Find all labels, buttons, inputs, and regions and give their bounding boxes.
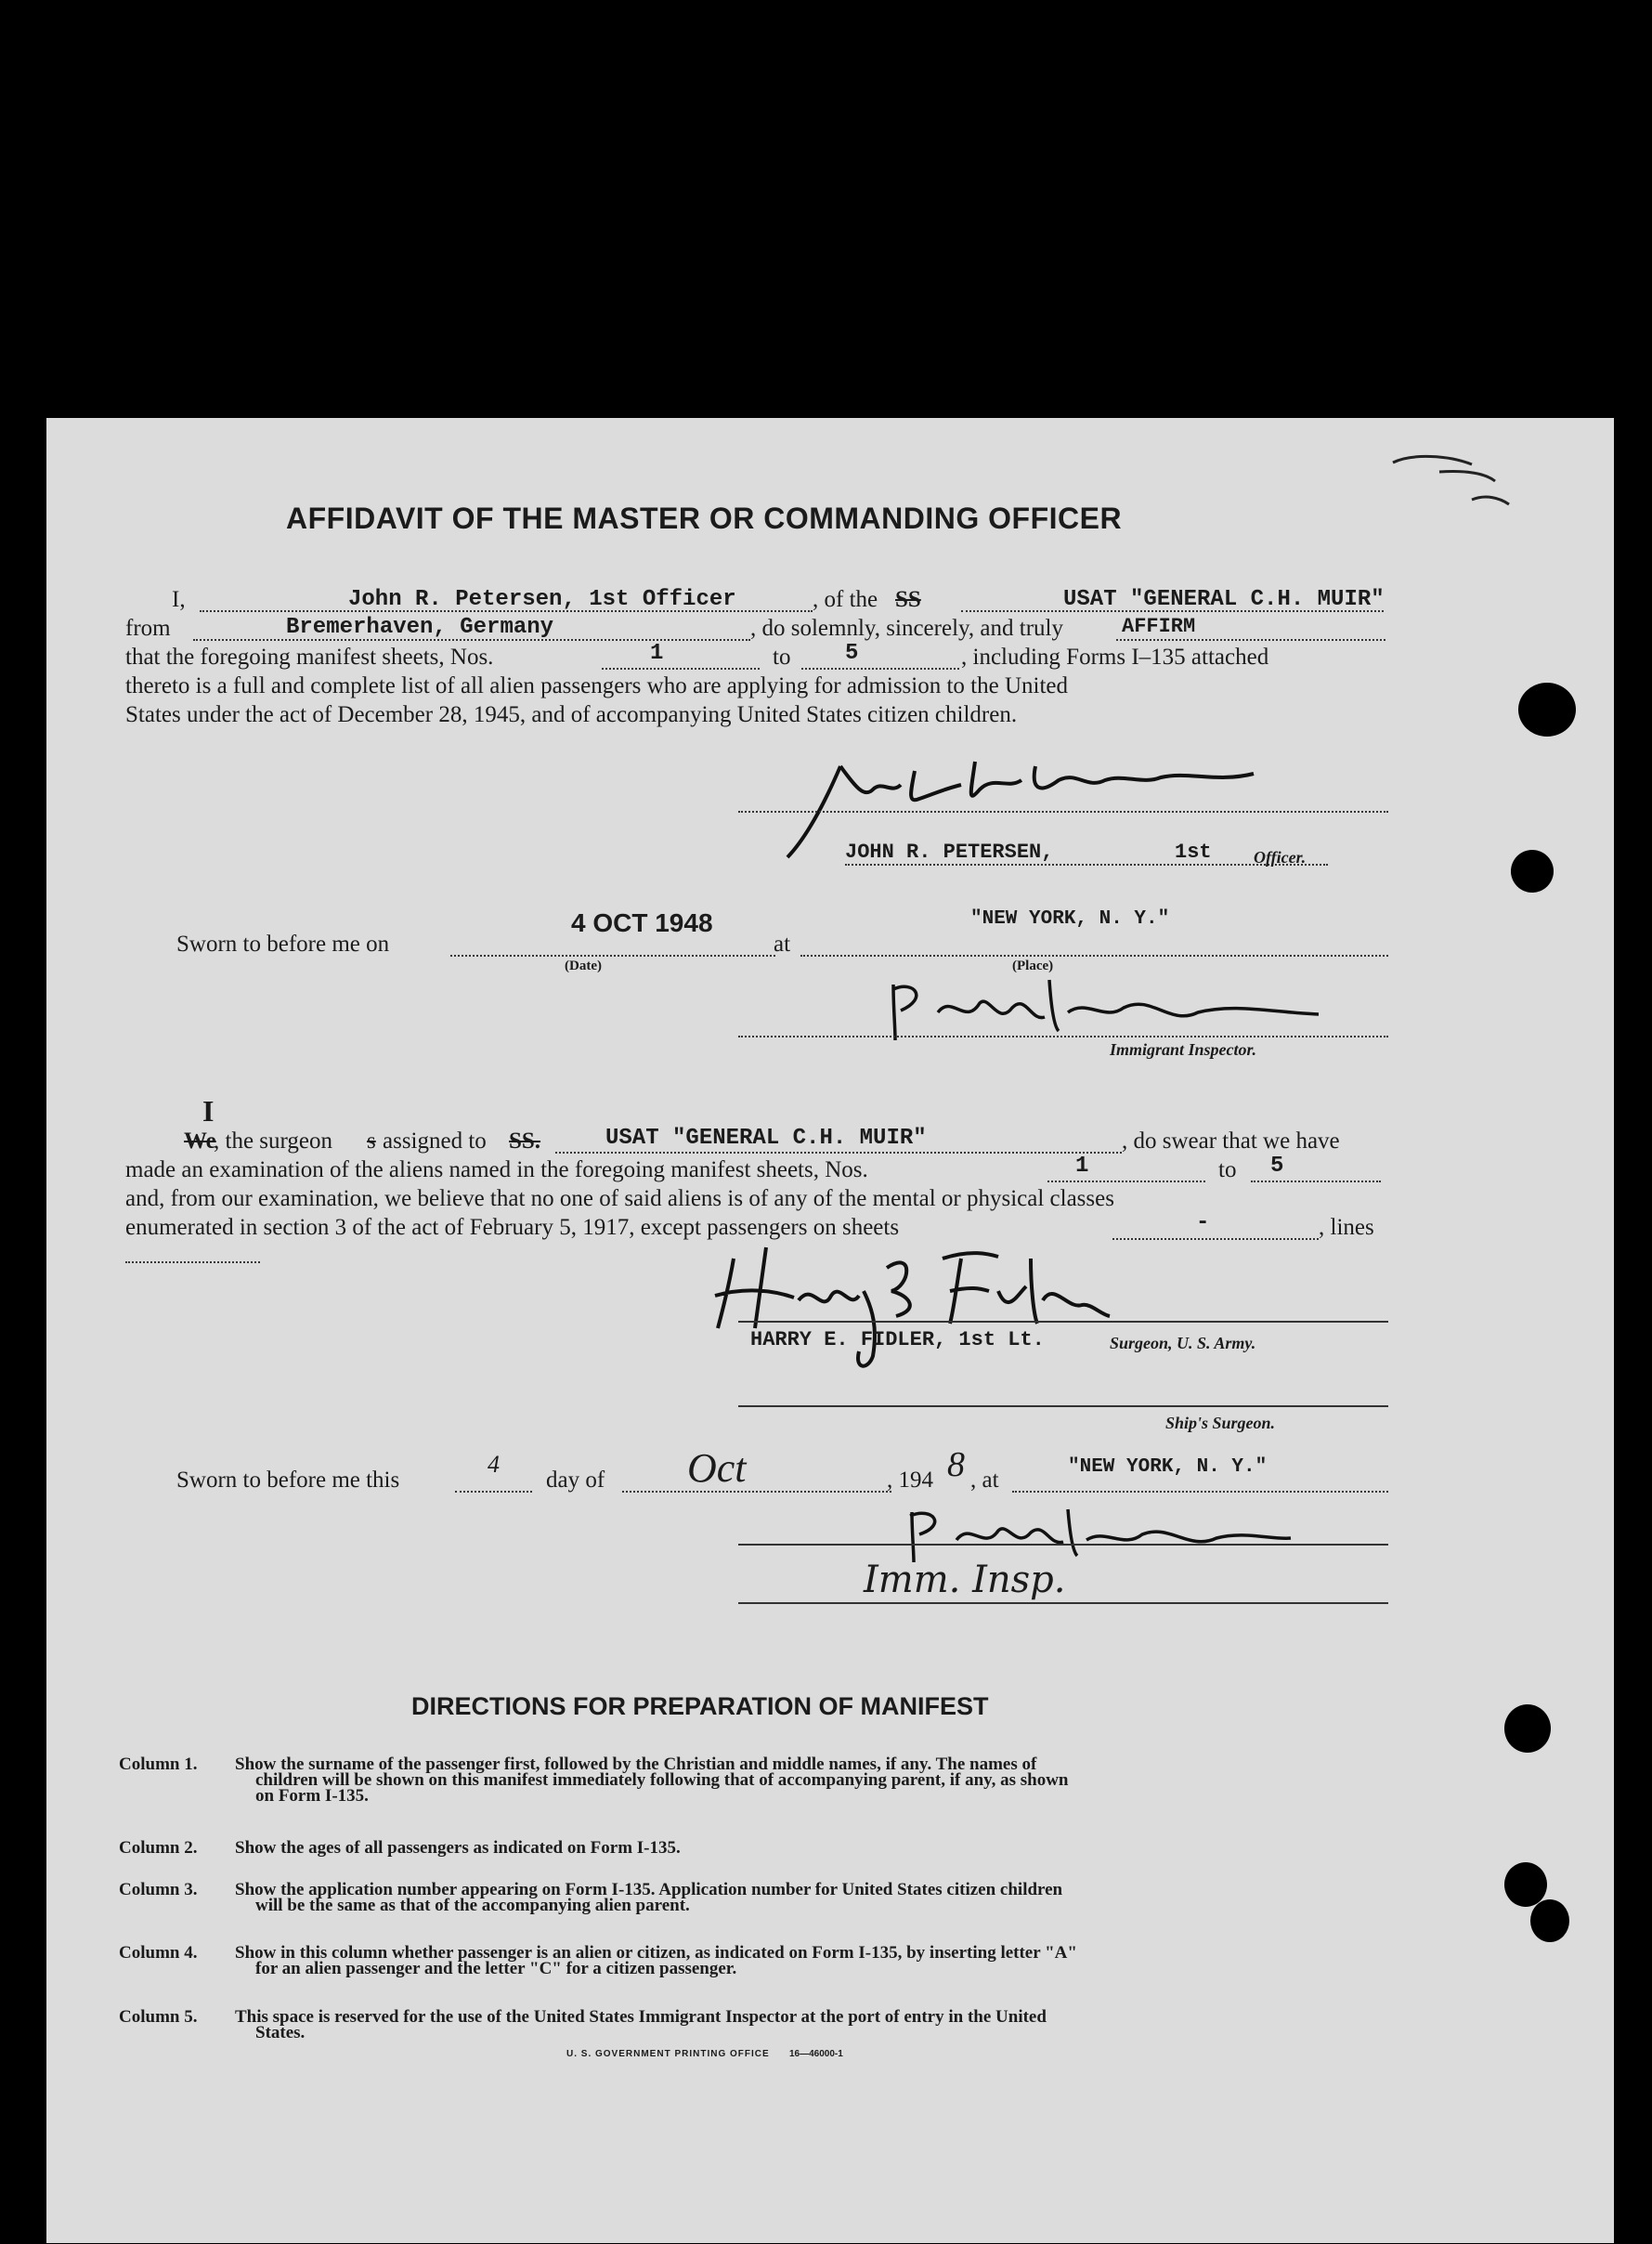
inspector-caption: Immigrant Inspector. <box>1110 1040 1257 1059</box>
surgeon-s-struck: s <box>367 1129 376 1154</box>
from-label: from <box>125 616 171 641</box>
affidavit-line3: thereto is a full and complete list of all alien passengers who are applying for admission to the United <box>125 673 1069 698</box>
surgeon-ss-struck: SS. <box>509 1129 541 1154</box>
direction-text-line: Show in this column whether passenger is an alien or citizen, as indicated on Form I-135, by inserting letter "A" <box>235 1943 1077 1963</box>
direction-text-line: Show the ages of all passengers as indicated on Form I-135. <box>235 1838 681 1858</box>
date-line <box>450 955 775 957</box>
year-digit: 8 <box>947 1445 965 1484</box>
sworn2-month: Oct <box>687 1445 747 1491</box>
foregoing-text: that the foregoing manifest sheets, Nos. <box>125 645 494 670</box>
surgeon-sheet-from-line <box>1047 1181 1205 1182</box>
vessel-name: USAT "GENERAL C.H. MUIR" <box>1063 587 1385 612</box>
surgeon-signature-line <box>738 1321 1388 1323</box>
ss-struck: SS <box>895 587 921 612</box>
place-line <box>800 955 1388 957</box>
affirm-word: AFFIRM <box>1122 615 1196 638</box>
sworn2-day: 4 <box>488 1451 500 1478</box>
solemnly-text: , do solemnly, sincerely, and truly <box>750 616 1063 641</box>
direction-text-line: children will be shown on this manifest immediately following that of accompanying parent, if any, as shown <box>255 1770 1069 1790</box>
surgeon-sheet-from: 1 <box>1075 1154 1089 1179</box>
affidavit-i: I, <box>172 587 186 612</box>
lines-label: , lines <box>1319 1215 1374 1240</box>
year-prefix: , 194 <box>887 1468 933 1493</box>
date-caption: (Date) <box>565 959 602 973</box>
we-struck: We <box>184 1129 216 1154</box>
inspector-line-3 <box>738 1602 1388 1604</box>
punch-hole <box>1511 850 1554 893</box>
surgeon-text2: assigned to <box>383 1129 487 1154</box>
surgeon-swear: , do swear that we have <box>1122 1129 1340 1154</box>
sworn1-label: Sworn to before me on <box>176 932 390 957</box>
direction-text-line: for an alien passenger and the letter "C" for a citizen passenger. <box>255 1959 737 1978</box>
directions-title: DIRECTIONS FOR PREPARATION OF MANIFEST <box>411 1692 989 1720</box>
affidavit-line4: States under the act of December 28, 1945, and of accompanying United States citizen children. <box>125 702 1018 727</box>
surgeon-to: to <box>1218 1157 1237 1182</box>
inspector-line-1 <box>738 1036 1388 1037</box>
lines-value-line <box>125 1261 260 1263</box>
manifest-affidavit-page <box>46 418 1614 2243</box>
sheets-value: - <box>1196 1210 1210 1235</box>
direction-text-line: on Form I-135. <box>255 1786 369 1806</box>
surgeon-line2: made an examination of the aliens named in the foregoing manifest sheets, Nos. <box>125 1157 868 1182</box>
officer-name: John R. Petersen, 1st Officer <box>348 587 736 612</box>
to-label: to <box>773 645 791 670</box>
sworn2-place-line <box>1012 1491 1388 1493</box>
direction-text-line: States. <box>255 2023 306 2042</box>
footer-code: 16—46000-1 <box>789 2049 843 2059</box>
of-the-label: , of the <box>813 587 878 612</box>
sworn2-label: Sworn to before me this <box>176 1468 400 1493</box>
sworn1-date-stamp: 4 OCT 1948 <box>571 908 713 937</box>
sheet-to: 5 <box>845 641 859 666</box>
corner-mark <box>1384 453 1523 509</box>
sheet-from-line <box>602 668 760 670</box>
surgeon-signature <box>710 1240 1119 1379</box>
affirm-line <box>1116 639 1385 641</box>
sworn1-place: "NEW YORK, N. Y." <box>970 908 1170 930</box>
direction-text-line: Show the surname of the passenger first, followed by the Christian and middle names, if any. The names of <box>235 1755 1037 1774</box>
direction-column-label: Column 3. <box>119 1880 198 1899</box>
direction-column-label: Column 4. <box>119 1943 198 1963</box>
sworn2-at: , at <box>970 1468 999 1493</box>
sheets-line <box>1112 1238 1319 1240</box>
direction-column-label: Column 2. <box>119 1838 198 1858</box>
place-caption: (Place) <box>1012 959 1054 973</box>
master-rank: 1st <box>1175 841 1212 864</box>
sheet-from: 1 <box>650 641 664 666</box>
punch-hole <box>1518 683 1576 737</box>
sworn2-place: "NEW YORK, N. Y." <box>1068 1456 1268 1478</box>
including-text: , including Forms I–135 attached <box>961 645 1269 670</box>
surgeon-role: Surgeon, U. S. Army. <box>1110 1334 1256 1352</box>
inspector-line-2 <box>738 1544 1388 1546</box>
direction-column-label: Column 5. <box>119 2007 198 2027</box>
surgeon-typed-name: HARRY E. FIDLER, 1st Lt. <box>750 1328 1045 1351</box>
punch-hole <box>1530 1899 1569 1942</box>
direction-text-line: Show the application number appearing on Form I-135. Application number for United States citizen children <box>235 1880 1063 1899</box>
surgeon-handwritten-i: I <box>202 1094 215 1128</box>
punch-hole <box>1504 1862 1547 1907</box>
ships-surgeon-line <box>738 1405 1388 1407</box>
surgeon-sheet-to: 5 <box>1270 1154 1284 1179</box>
ships-surgeon-caption: Ship's Surgeon. <box>1165 1414 1276 1432</box>
master-typed-name: JOHN R. PETERSEN, <box>845 841 1054 864</box>
surgeon-vessel-line <box>555 1152 1122 1154</box>
footer-printer: U. S. GOVERNMENT PRINTING OFFICE <box>566 2049 770 2059</box>
direction-text-line: This space is reserved for the use of the United States Immigrant Inspector at the port of entry in the United <box>235 2007 1047 2027</box>
master-role: Officer. <box>1254 848 1307 867</box>
direction-column-label: Column 1. <box>119 1755 198 1774</box>
day-of-label: day of <box>546 1468 605 1493</box>
page-title: AFFIDAVIT OF THE MASTER OR COMMANDING OFFICER <box>286 502 1123 535</box>
inspector-signature-1 <box>882 975 1384 1050</box>
month-line <box>622 1491 891 1493</box>
surgeon-sheet-to-line <box>1251 1181 1381 1182</box>
port-name: Bremerhaven, Germany <box>286 615 554 640</box>
sheet-to-line <box>801 668 959 670</box>
master-signature-line <box>738 811 1388 813</box>
punch-hole <box>1504 1704 1551 1753</box>
surgeon-vessel: USAT "GENERAL C.H. MUIR" <box>605 1126 927 1151</box>
sworn1-at: at <box>774 932 791 957</box>
surgeon-text1: , the surgeon <box>214 1129 332 1154</box>
surgeon-line3: and, from our examination, we believe that no one of said aliens is of any of the mental or physical classes <box>125 1186 1114 1211</box>
direction-text-line: will be the same as that of the accompanying alien parent. <box>255 1896 690 1915</box>
inspector-title-handwritten: Imm. Insp. <box>864 1559 1066 1601</box>
surgeon-line4: enumerated in section 3 of the act of February 5, 1917, except passengers on sheets <box>125 1215 900 1240</box>
day-line <box>455 1491 532 1493</box>
